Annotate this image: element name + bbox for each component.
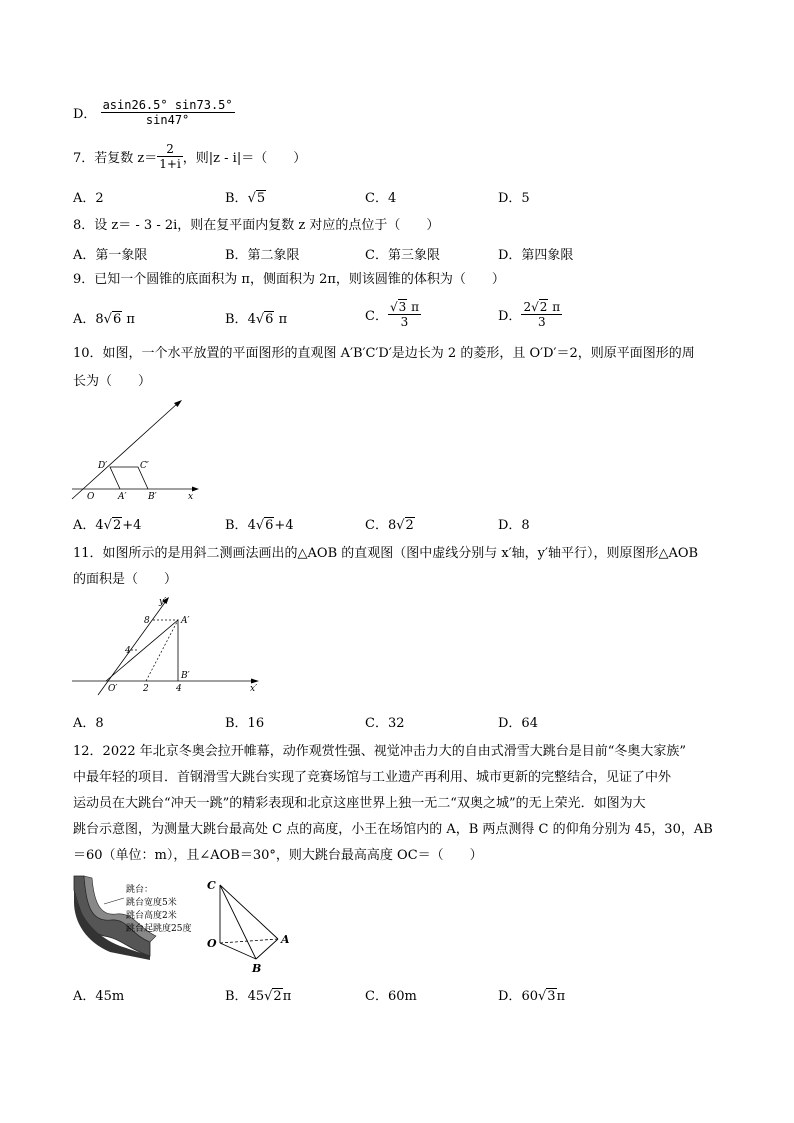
q12-option-b-radicand: 2 (273, 989, 282, 1004)
q9-option-d-den: 3 (537, 315, 546, 329)
q11-label-a: A′ (181, 616, 190, 626)
q9-option-c-fraction: $\frac{√3 \pi}{3}$ (389, 300, 419, 329)
q10-option-c[interactable]: C．8√2 (365, 518, 414, 533)
q12-geometry-figure (200, 875, 300, 975)
q11-label-y: y′ (159, 597, 167, 607)
q10-option-a-radicand: 2 (112, 518, 122, 533)
q9-option-d-pi: π (552, 300, 561, 314)
ski-jump-label-title: 跳台： (126, 885, 154, 895)
q7-option-d[interactable]: D．5 (498, 191, 530, 206)
q10-option-c-label: C． (365, 518, 388, 533)
q12-options (73, 985, 733, 1009)
q12-edge-cb (220, 885, 256, 959)
q12-option-d-radicand: 3 (547, 989, 556, 1004)
q12-ski-jump-photo (70, 872, 215, 964)
q9-option-a-pi: π (126, 312, 135, 327)
q12-stem-line1: 12．2022 年北京冬奥会拉开帷幕，动作观赏性强、视觉冲击力大的自由式滑雪大跳台是目前“冬奥大家族” (73, 744, 687, 759)
q11-label-2: 2 (143, 684, 149, 694)
q9-option-d-coef: 2 (523, 300, 532, 314)
q9-option-a-coef: 8 (95, 312, 104, 327)
q6-option-d-numerator: asin26.5° sin73.5° (102, 98, 233, 112)
q8-option-b[interactable]: B．第二象限 (225, 248, 300, 263)
q6-option-d-denominator: sin47° (145, 113, 190, 127)
q9-option-d[interactable] (498, 300, 562, 329)
q12-edge-ca (220, 885, 278, 939)
q10-option-d[interactable]: D．8 (498, 518, 530, 533)
q9-option-c[interactable] (365, 300, 421, 329)
q10-option-b[interactable]: B．4√6+4 (225, 518, 294, 533)
q7-stem (73, 142, 306, 176)
q9-option-b[interactable]: B．4√6 π (225, 312, 288, 327)
q11-label-x: x′ (250, 684, 258, 694)
q11-option-a[interactable]: A．8 (73, 716, 104, 731)
q10-option-b-radicand: 6 (265, 518, 274, 533)
q11-label-4-bottom: 4 (176, 684, 182, 694)
q7-options (73, 187, 733, 211)
q12-option-d-pi: π (556, 989, 566, 1004)
q7-fraction (157, 142, 183, 171)
q10-option-a-tail: +4 (122, 518, 142, 533)
q7-option-c[interactable]: C．4 (365, 191, 397, 206)
q10-label-a: A′ (118, 492, 127, 502)
q7-stem-pre: 7．若复数 z＝ (73, 151, 158, 166)
q11-options (73, 712, 733, 736)
q12-label-b: B (252, 962, 262, 975)
q9-option-c-radicand: 3 (398, 300, 407, 314)
q10-stem-line2: 长为（ ） (73, 374, 152, 389)
q12-edge-oa-hidden (220, 939, 278, 943)
q12-edge-ob (220, 943, 256, 959)
q10-option-a-coef: 4 (95, 518, 104, 533)
q9-option-b-coef: 4 (247, 312, 256, 327)
q10-figure (70, 395, 210, 505)
q10-option-b-coef: 4 (247, 518, 256, 533)
q10-label-c: C′ (140, 461, 149, 471)
q6-option-d (73, 98, 235, 132)
q9-stem: 9．已知一个圆锥的底面积为 π，侧面积为 2π，则该圆锥的体积为（ ） (73, 272, 505, 287)
q10-options (73, 514, 733, 538)
q9-option-b-pi: π (278, 312, 288, 327)
q10-oblique-axis (72, 403, 178, 499)
q10-label-x: x (188, 492, 194, 502)
q11-label-b: B′ (181, 671, 190, 681)
q7-option-b[interactable]: B．√5 (225, 191, 266, 206)
q9-option-a-label: A． (73, 312, 96, 327)
q9-option-c-pi: π (411, 300, 419, 314)
q7-option-b-radicand: 5 (256, 191, 266, 206)
q9-option-c-label: C． (365, 309, 388, 324)
q12-option-d-coef: 60 (521, 989, 538, 1004)
q11-dashed-parallel (146, 620, 178, 681)
q10-option-b-label: B． (225, 518, 248, 533)
ski-jump-label-angle: 跳台起跳度25度 (126, 924, 192, 934)
q9-option-d-label: D． (498, 309, 522, 324)
q12-option-b-coef: 45 (247, 989, 265, 1004)
ski-jump-label-height: 跳台高度2米 (126, 911, 177, 921)
q7-option-a[interactable]: A．2 (73, 191, 104, 206)
q9-option-d-radicand: 2 (539, 300, 548, 314)
q8-stem: 8．设 z＝ - 3 - 2i，则在复平面内复数 z 对应的点位于（ ） (73, 218, 440, 233)
q12-option-b[interactable]: B．45√2π (225, 989, 292, 1004)
q11-stem-line1: 11．如图所示的是用斜二测画法画出的△AOB 的直观图（图中虚线分别与 x′轴，y′轴平行），则原图形△AOB (73, 546, 699, 561)
q8-option-a[interactable]: A．第一象限 (73, 248, 148, 263)
q7-fraction-numerator: 2 (157, 142, 183, 157)
q9-option-b-label: B． (225, 312, 248, 327)
q9-options (73, 300, 733, 340)
q10-option-a[interactable]: A．4√2+4 (73, 518, 142, 533)
q9-option-c-den: 3 (400, 315, 409, 329)
q12-stem-line3: 运动员在大跳台“冲天一跳”的精彩表现和北京这座世界上独一无二“双奥之城”的无上荣光．如图为大 (73, 796, 646, 811)
q12-label-c: C (207, 879, 216, 892)
q7-option-b-label: B． (225, 191, 248, 206)
q12-option-c[interactable]: C．60m (365, 989, 417, 1004)
q12-option-d-label: D． (498, 989, 522, 1004)
q10-label-d: D′ (98, 461, 108, 471)
q12-option-a[interactable]: A．45m (73, 989, 125, 1004)
q12-option-b-label: B． (225, 989, 248, 1004)
q12-stem-line4: 跳台示意图，为测量大跳台最高处 C 点的高度，小王在场馆内的 A，B 两点测得 C 的仰角分别为 45，30，AB (73, 822, 713, 837)
q9-option-b-radicand: 6 (265, 312, 274, 327)
q10-label-b: B′ (148, 492, 157, 502)
q11-figure (70, 593, 265, 703)
q12-stem-line5: ＝60（单位：m），且∠AOB＝30°，则大跳台最高高度 OC＝（ ） (73, 848, 483, 863)
q7-fraction-denominator: 1+i (159, 157, 181, 171)
q11-label-4-left: 4 (125, 646, 131, 656)
q9-option-a[interactable]: A．8√6 π (73, 312, 135, 327)
q11-x-arrow (251, 679, 259, 684)
q8-option-d[interactable]: D．第四象限 (498, 248, 574, 263)
q12-stem-line2: 中最年轻的项目．首钢滑雪大跳台实现了竞赛场馆与工业遗产再利用、城市更新的完整结合，见证了中外 (73, 770, 672, 785)
q9-option-a-radicand: 6 (112, 312, 122, 327)
q11-triangle-aob (106, 620, 178, 681)
q11-option-c[interactable]: C．32 (365, 716, 405, 731)
q6-option-d-fraction (101, 98, 235, 127)
q11-option-d[interactable]: D．64 (498, 716, 538, 731)
q10-option-c-radicand: 2 (405, 518, 414, 533)
q10-option-a-label: A． (73, 518, 96, 533)
q10-label-o: O (87, 492, 95, 502)
q6-option-d-label: D． (73, 107, 97, 122)
q11-option-b[interactable]: B．16 (225, 716, 265, 731)
q11-label-o: O′ (108, 684, 118, 694)
q7-stem-post: ，则|z - i|＝（ ） (182, 151, 307, 166)
q10-option-c-coef: 8 (387, 518, 397, 533)
ski-jump-label-width: 跳台宽度5米 (126, 898, 177, 908)
q11-label-8: 8 (144, 616, 150, 626)
q12-label-o: O (207, 937, 217, 950)
q11-stem-line2: 的面积是（ ） (73, 572, 178, 587)
q10-stem-line1: 10．如图，一个水平放置的平面图形的直观图 A′B′C′D′是边长为 2 的菱形，且 O′D′＝2，则原平面图形的周 (73, 346, 695, 361)
q8-option-c[interactable]: C．第三象限 (365, 248, 440, 263)
q12-option-d[interactable]: D．60√3π (498, 989, 566, 1004)
q10-option-b-tail: +4 (274, 518, 294, 533)
q12-label-a: A (281, 933, 290, 946)
q10-x-arrow (192, 487, 199, 492)
q8-options (73, 244, 733, 268)
q12-edge-ab (256, 939, 278, 959)
q9-option-d-fraction: $\frac{2√2 \pi}{3}$ (523, 300, 561, 329)
ski-jump-callout-line (104, 898, 124, 904)
q12-option-b-pi: π (282, 989, 292, 1004)
